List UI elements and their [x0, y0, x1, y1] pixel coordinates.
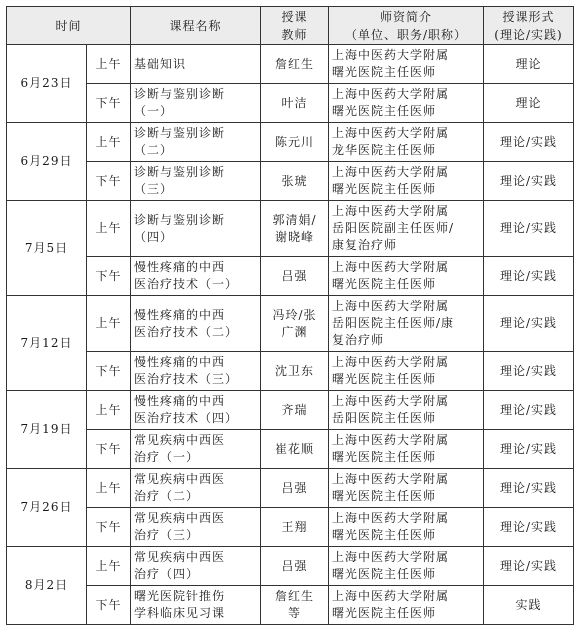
- teacher-cell: 崔花顺: [261, 430, 329, 469]
- teacher-cell: 郭清娟/ 谢晓峰: [261, 201, 329, 257]
- form-cell: 理论/实践: [484, 162, 574, 201]
- form-cell: 理论/实践: [484, 352, 574, 391]
- course-name-cell: 诊断与鉴别诊断 （三）: [131, 162, 261, 201]
- form-cell: 理论/实践: [484, 547, 574, 586]
- teacher-cell: 詹红生 等: [261, 586, 329, 625]
- header-qualification: 师资简介 （单位、职务/职称）: [329, 7, 484, 45]
- period-cell: 上午: [87, 469, 131, 508]
- form-cell: 理论/实践: [484, 296, 574, 352]
- period-cell: 下午: [87, 257, 131, 296]
- date-cell: 6月23日: [7, 45, 87, 123]
- teacher-cell: 沈卫东: [261, 352, 329, 391]
- period-cell: 上午: [87, 547, 131, 586]
- period-cell: 下午: [87, 352, 131, 391]
- qualification-cell: 上海中医药大学附属 曙光医院主任医师: [329, 45, 484, 84]
- form-cell: 理论: [484, 45, 574, 84]
- header-teacher: 授课 教师: [261, 7, 329, 45]
- period-cell: 下午: [87, 162, 131, 201]
- form-cell: 理论/实践: [484, 201, 574, 257]
- qualification-cell: 上海中医药大学附属 岳阳医院主任医师/康 复治疗师: [329, 296, 484, 352]
- course-name-cell: 常见疾病中西医 治疗（四）: [131, 547, 261, 586]
- course-name-cell: 曙光医院针推伤 学科临床见习课: [131, 586, 261, 625]
- period-cell: 上午: [87, 391, 131, 430]
- header-row: [7, 7, 574, 45]
- qualification-cell: 上海中医药大学附属 曙光医院主任医师: [329, 547, 484, 586]
- qualification-cell: 上海中医药大学附属 曙光医院主任医师: [329, 352, 484, 391]
- qualification-cell: 上海中医药大学附属 曙光医院主任医师: [329, 84, 484, 123]
- form-cell: 理论/实践: [484, 123, 574, 162]
- table-row: [7, 296, 574, 352]
- date-cell: 8月2日: [7, 547, 87, 625]
- table-row: [7, 430, 574, 469]
- date-cell: 7月5日: [7, 201, 87, 296]
- teacher-cell: 詹红生: [261, 45, 329, 84]
- table-row: [7, 508, 574, 547]
- form-cell: 理论/实践: [484, 257, 574, 296]
- teacher-cell: 张琥: [261, 162, 329, 201]
- header-form: 授课形式 (理论/实践): [484, 7, 574, 45]
- course-name-cell: 慢性疼痛的中西 医治疗技术（一）: [131, 257, 261, 296]
- qualification-cell: 上海中医药大学附属 岳阳医院主任医师: [329, 391, 484, 430]
- course-name-cell: 诊断与鉴别诊断 （二）: [131, 123, 261, 162]
- qualification-cell: 上海中医药大学附属 曙光医院主任医师: [329, 162, 484, 201]
- qualification-cell: 上海中医药大学附属 曙光医院主任医师: [329, 508, 484, 547]
- qualification-cell: 上海中医药大学附属 曙光医院主任医师: [329, 469, 484, 508]
- teacher-cell: 齐瑞: [261, 391, 329, 430]
- period-cell: 下午: [87, 586, 131, 625]
- table-row: [7, 586, 574, 625]
- header-time: 时间: [7, 7, 131, 45]
- course-name-cell: 常见疾病中西医 治疗（三）: [131, 508, 261, 547]
- form-cell: 理论/实践: [484, 508, 574, 547]
- period-cell: 上午: [87, 201, 131, 257]
- date-cell: 6月29日: [7, 123, 87, 201]
- course-name-cell: 慢性疼痛的中西 医治疗技术（三）: [131, 352, 261, 391]
- course-name-cell: 常见疾病中西医 治疗（一）: [131, 430, 261, 469]
- table-row: [7, 257, 574, 296]
- table-row: [7, 162, 574, 201]
- teacher-cell: 叶洁: [261, 84, 329, 123]
- date-cell: 7月12日: [7, 296, 87, 391]
- header-course: 课程名称: [131, 7, 261, 45]
- course-name-cell: 慢性疼痛的中西 医治疗技术（二）: [131, 296, 261, 352]
- form-cell: 理论/实践: [484, 391, 574, 430]
- teacher-cell: 王翔: [261, 508, 329, 547]
- table-row: [7, 352, 574, 391]
- course-name-cell: 基础知识: [131, 45, 261, 84]
- table-row: [7, 123, 574, 162]
- period-cell: 上午: [87, 123, 131, 162]
- course-name-cell: 诊断与鉴别诊断 （四）: [131, 201, 261, 257]
- form-cell: 实践: [484, 586, 574, 625]
- qualification-cell: 上海中医药大学附属 曙光医院主任医师: [329, 430, 484, 469]
- form-cell: 理论: [484, 84, 574, 123]
- table-row: [7, 84, 574, 123]
- course-schedule-table: [6, 6, 574, 625]
- teacher-cell: 冯玲/张 广渊: [261, 296, 329, 352]
- form-cell: 理论/实践: [484, 469, 574, 508]
- form-cell: 理论/实践: [484, 430, 574, 469]
- date-cell: 7月26日: [7, 469, 87, 547]
- period-cell: 下午: [87, 84, 131, 123]
- period-cell: 上午: [87, 296, 131, 352]
- qualification-cell: 上海中医药大学附属 龙华医院主任医师: [329, 123, 484, 162]
- period-cell: 下午: [87, 430, 131, 469]
- period-cell: 上午: [87, 45, 131, 84]
- qualification-cell: 上海中医药大学附属 岳阳医院副主任医师/ 康复治疗师: [329, 201, 484, 257]
- teacher-cell: 吕强: [261, 547, 329, 586]
- schedule-wrapper: [6, 6, 574, 625]
- teacher-cell: 吕强: [261, 469, 329, 508]
- qualification-cell: 上海中医药大学附属 曙光医院主任医师: [329, 586, 484, 625]
- table-row: [7, 45, 574, 84]
- date-cell: 7月19日: [7, 391, 87, 469]
- table-row: [7, 201, 574, 257]
- schedule-body: [7, 45, 574, 625]
- table-row: [7, 391, 574, 430]
- table-row: [7, 469, 574, 508]
- teacher-cell: 陈元川: [261, 123, 329, 162]
- teacher-cell: 吕强: [261, 257, 329, 296]
- period-cell: 下午: [87, 508, 131, 547]
- course-name-cell: 常见疾病中西医 治疗（二）: [131, 469, 261, 508]
- course-name-cell: 诊断与鉴别诊断 （一）: [131, 84, 261, 123]
- qualification-cell: 上海中医药大学附属 曙光医院主任医师: [329, 257, 484, 296]
- course-name-cell: 慢性疼痛的中西 医治疗技术（四）: [131, 391, 261, 430]
- table-row: [7, 547, 574, 586]
